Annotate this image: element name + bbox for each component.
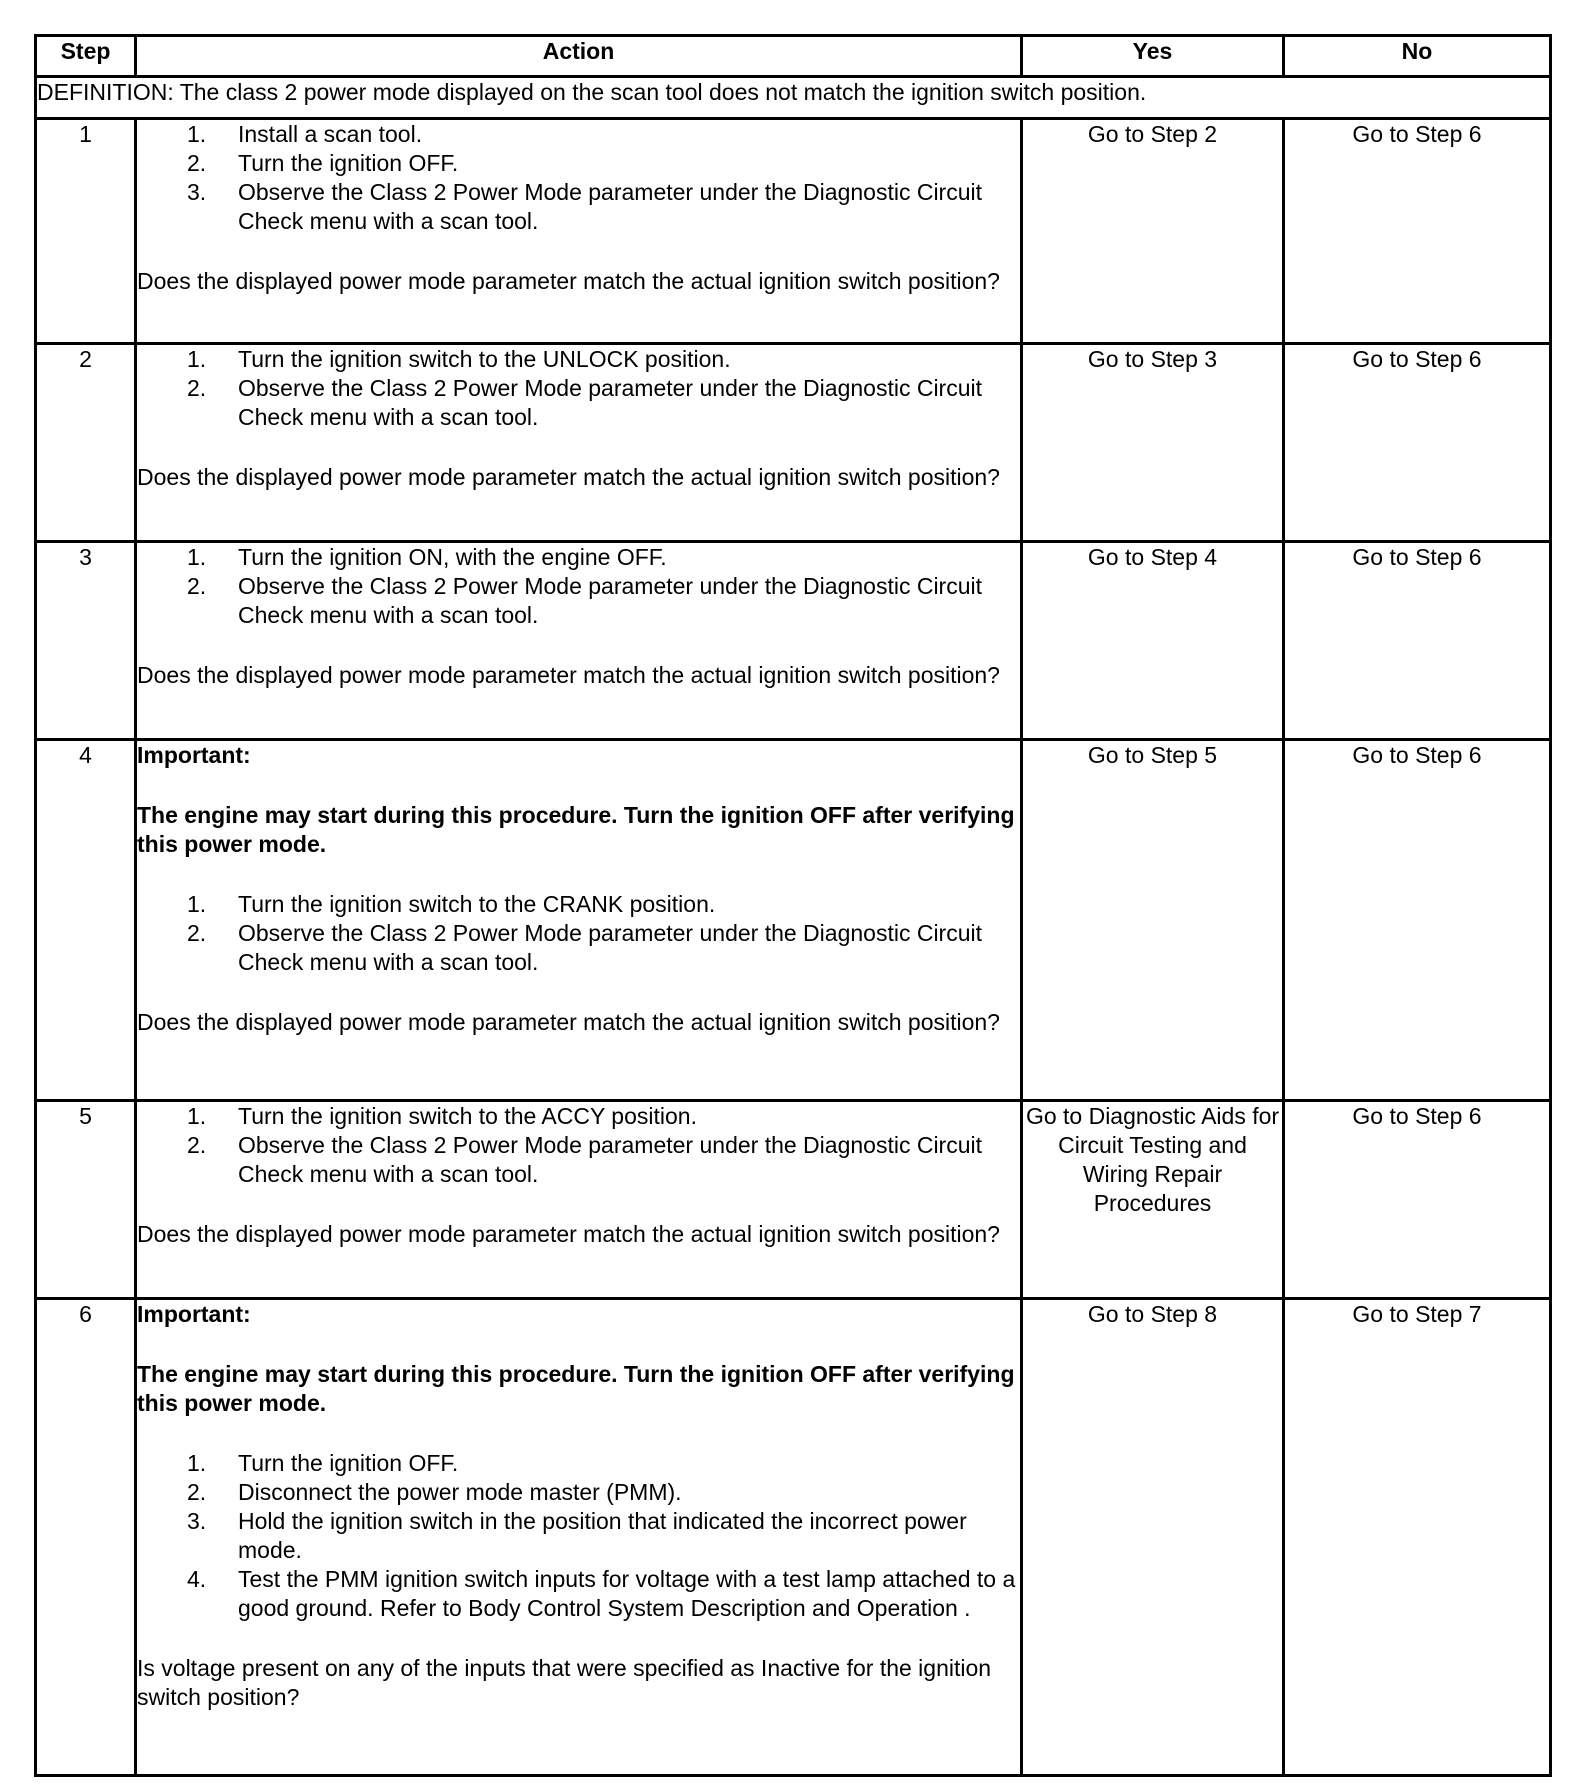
table-row [36,740,1551,1101]
procedure-list [137,1102,1020,1189]
list-item: 2. Turn the ignition OFF. [187,150,459,176]
question-text: Does the displayed power mode parameter match the actual ignition switch position? [137,464,1000,490]
diagnostic-table [34,34,1552,1777]
yes-result: Go to Diagnostic Aids for Circuit Testing and Wiring Repair Procedures [1022,1101,1284,1299]
question-text: Does the displayed power mode parameter match the actual ignition switch position? [137,1221,1000,1247]
no-result: Go to Step 6 [1284,740,1551,1101]
table-row [36,1101,1551,1299]
question-text: Does the displayed power mode parameter match the actual ignition switch position? [137,662,1000,688]
procedure-list [137,345,1020,432]
action-cell [136,1101,1022,1299]
list-item: 1. Turn the ignition switch to the ACCY position. [187,1103,697,1129]
important-label: Important: [137,1301,251,1327]
action-cell [136,344,1022,542]
yes-result: Go to Step 2 [1022,119,1284,344]
list-item: 2. Disconnect the power mode master (PMM). [187,1479,682,1505]
action-cell [136,1299,1022,1776]
list-item: 1. Turn the ignition ON, with the engine OFF. [187,544,667,570]
important-note: The engine may start during this procedure. Turn the ignition OFF after verifying this power mode. [137,1361,1015,1416]
list-item: 1. Turn the ignition OFF. [187,1450,459,1476]
table-row [36,542,1551,740]
list-item: 1. Turn the ignition switch to the UNLOCK position. [187,346,731,372]
no-result: Go to Step 6 [1284,344,1551,542]
yes-result: Go to Step 8 [1022,1299,1284,1776]
list-item: 3. Observe the Class 2 Power Mode parameter under the Diagnostic Circuit Check menu with a scan tool. [187,179,983,234]
question-text: Does the displayed power mode parameter match the actual ignition switch position? [137,268,1000,294]
header-row [36,36,1551,77]
table-row [36,1299,1551,1776]
procedure-list [137,890,1020,977]
list-item: 2. Observe the Class 2 Power Mode parameter under the Diagnostic Circuit Check menu with a scan tool. [187,573,983,628]
header-step: Step [36,36,136,77]
list-item: 1. Install a scan tool. [187,121,423,147]
action-cell [136,542,1022,740]
list-item: 2. Observe the Class 2 Power Mode parameter under the Diagnostic Circuit Check menu with a scan tool. [187,920,983,975]
definition-text: DEFINITION: The class 2 power mode displayed on the scan tool does not match the ignition switch position. [36,77,1551,119]
important-note: The engine may start during this procedure. Turn the ignition OFF after verifying this power mode. [137,802,1015,857]
yes-result: Go to Step 5 [1022,740,1284,1101]
step-number: 2 [36,344,136,542]
no-result: Go to Step 7 [1284,1299,1551,1776]
important-label: Important: [137,742,251,768]
question-text: Is voltage present on any of the inputs that were specified as Inactive for the ignition switch position? [137,1655,992,1710]
list-item: 2. Observe the Class 2 Power Mode parameter under the Diagnostic Circuit Check menu with a scan tool. [187,375,983,430]
yes-result: Go to Step 4 [1022,542,1284,740]
yes-result: Go to Step 3 [1022,344,1284,542]
procedure-list [137,1449,1020,1623]
question-text: Does the displayed power mode parameter match the actual ignition switch position? [137,1009,1000,1035]
header-no: No [1284,36,1551,77]
step-number: 5 [36,1101,136,1299]
table-row [36,119,1551,344]
list-item: 4. Test the PMM ignition switch inputs for voltage with a test lamp attached to a good ground. Refer to Body Control System Description and Operation . [187,1566,1016,1621]
table-row [36,344,1551,542]
list-item: 2. Observe the Class 2 Power Mode parameter under the Diagnostic Circuit Check menu with a scan tool. [187,1132,983,1187]
procedure-list [137,120,1020,236]
list-item: 1. Turn the ignition switch to the CRANK position. [187,891,716,917]
step-number: 4 [36,740,136,1101]
step-number: 6 [36,1299,136,1776]
step-number: 3 [36,542,136,740]
procedure-list [137,543,1020,630]
step-number: 1 [36,119,136,344]
action-cell [136,740,1022,1101]
no-result: Go to Step 6 [1284,1101,1551,1299]
header-action: Action [136,36,1022,77]
definition-row [36,77,1551,119]
header-yes: Yes [1022,36,1284,77]
no-result: Go to Step 6 [1284,542,1551,740]
list-item: 3. Hold the ignition switch in the position that indicated the incorrect power mode. [187,1508,967,1563]
action-cell [136,119,1022,344]
no-result: Go to Step 6 [1284,119,1551,344]
